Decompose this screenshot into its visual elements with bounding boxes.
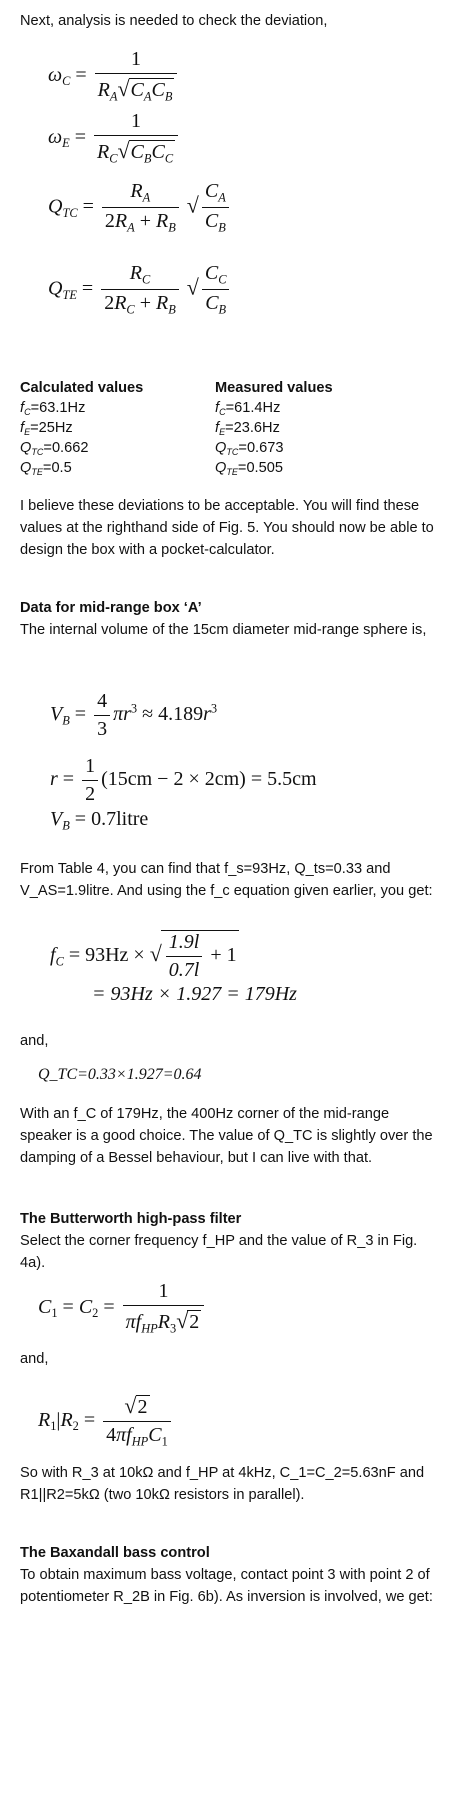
equation-omega-c: $\omega_C$ = $\frac{1}{R_A√C_AC_B}$ xyxy=(48,48,180,104)
equation-omega-e: $\omega_E$ = $\frac{1}{R_C√C_BC_C}$ xyxy=(48,110,181,166)
midrange-heading: Data for mid-range box ‘A’ xyxy=(20,600,202,616)
calculated-column xyxy=(20,378,143,478)
meas-fe-row: $f_E=23.6Hz$ xyxy=(215,420,280,438)
deviations-paragraph: I believe these deviations to be acceptable. You will find these values at the righthand side of Fig. 5. You should now be able to design the box with a pocket-calculator. xyxy=(20,498,434,558)
calc-qte-row: $Q_{TE}=0.5$ xyxy=(20,460,72,478)
baxandall-text: To obtain maximum bass voltage, contact point 3 with point 2 of potentiometer R_2B in Fig. 6b). As inversion is involved, we get: xyxy=(20,1567,433,1605)
meas-qtc-row: $Q_{TC}=0.673$ xyxy=(215,440,284,458)
calc-qtc-row: $Q_{TC}=0.662$ xyxy=(20,440,89,458)
calculated-header: Calculated values xyxy=(20,380,144,396)
meas-qte-row: $Q_{TE}=0.505$ xyxy=(215,460,283,478)
equation-vb-result: $V_B$ = 0.7litre xyxy=(50,808,149,833)
equation-fc-result: = 93Hz × 1.927 = 179Hz xyxy=(92,983,297,1005)
equation-qtc-value: Q_TC=0.33×1.927=0.64 xyxy=(38,1066,202,1083)
equation-fc: $f_C = 93Hz$ × √ $\frac{1.9l}{0.7l}$ + 1 xyxy=(50,931,237,981)
butterworth-heading: The Butterworth high-pass filter xyxy=(20,1211,242,1227)
butterworth-text: Select the corner frequency f_HP and the value of R_3 in Fig. 4a). xyxy=(20,1233,418,1271)
equation-q-tc: $Q_{TC}$ = $\frac{R_A}{2R_A + R_B}$ √ $\frac{C_A}{C_B}$ xyxy=(48,180,232,236)
calc-fc-row: $f_C=63.1Hz$ xyxy=(20,400,86,418)
measured-header: Measured values xyxy=(215,380,333,396)
and-text-2: and, xyxy=(20,1351,49,1367)
measured-column xyxy=(215,378,333,478)
with-fc-paragraph: With an f_C of 179Hz, the 400Hz corner of the mid-range speaker is a good choice. The value of Q_TC is slightly over the damping of a Bessel behaviour, but I can live with that. xyxy=(20,1106,433,1166)
equation-resistors: $R_1|R_2$ = $\frac{√2}{4\pi f_{HP}C_1}$ xyxy=(38,1393,174,1449)
butterworth-result: So with R_3 at 10kΩ and f_HP at 4kHz, C_1=C_2=5.63nF and R1||R2=5kΩ (two 10kΩ resistors in parallel). xyxy=(20,1465,425,1503)
meas-fc-row: $f_C=61.4Hz$ xyxy=(215,400,281,418)
and-text-1: and, xyxy=(20,1033,49,1049)
equation-q-te: $Q_{TE}$ = $\frac{R_C}{2R_C + R_B}$ √ $\frac{C_C}{C_B}$ xyxy=(48,262,232,318)
calc-fe-row: $f_E=25Hz$ xyxy=(20,420,73,438)
from-table-paragraph: From Table 4, you can find that f_s=93Hz, Q_ts=0.33 and V_AS=1.9litre. And using the f_c equation given earlier, you get: xyxy=(20,861,433,899)
baxandall-heading: The Baxandall bass control xyxy=(20,1545,210,1561)
equation-vb-volume: $V_B$ = $\frac{4}{3}$ $\pi r^3 \approx 4.189r^3$ xyxy=(50,690,218,740)
midrange-text: The internal volume of the 15cm diameter mid-range sphere is, xyxy=(20,622,427,638)
equation-radius: r = $\frac{1}{2}$ (15cm − 2 × 2cm) = 5.5cm xyxy=(50,755,317,805)
intro-text: Next, analysis is needed to check the deviation, xyxy=(20,13,328,29)
equation-capacitors: $C_1 = C_2$ = $\frac{1}{\pi f_{HP}R_3√2}$ xyxy=(38,1280,207,1336)
